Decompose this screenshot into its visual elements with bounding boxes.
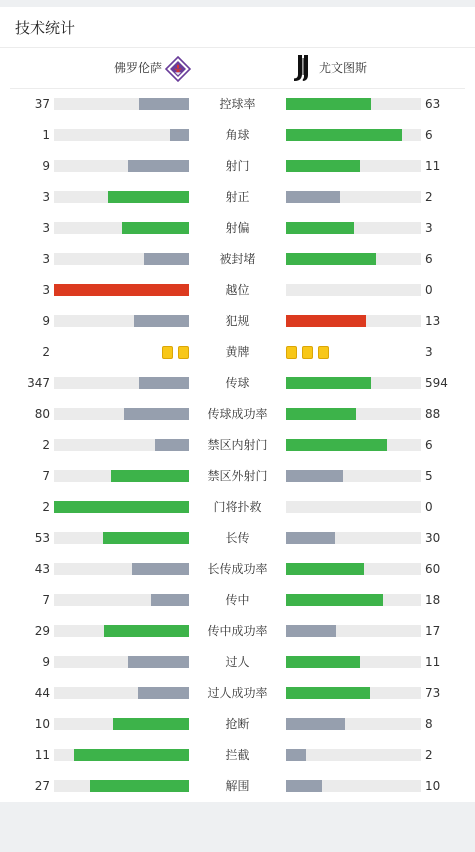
stat-row	[0, 616, 475, 647]
away-stat-value: 6	[425, 128, 433, 142]
home-stat-bar	[54, 749, 189, 761]
away-stat-value: 63	[425, 97, 441, 111]
stat-label: 射偏	[225, 221, 250, 235]
away-stat-bar	[286, 129, 421, 141]
away-stat-bar-fill	[286, 656, 360, 668]
home-stat-bar	[54, 594, 189, 606]
home-stat-bar	[54, 191, 189, 203]
away-stat-value: 30	[425, 531, 441, 545]
away-stat-bar-fill	[286, 718, 345, 730]
stat-label: 被封堵	[219, 252, 256, 266]
home-stat-value: 53	[34, 531, 50, 545]
away-stat-bar-fill	[286, 253, 376, 265]
yellow-card-icon	[178, 346, 189, 359]
stats-card	[0, 7, 475, 802]
home-stat-value: 3	[42, 283, 50, 297]
home-stat-value: 11	[34, 748, 50, 762]
away-stat-bar-fill	[286, 222, 354, 234]
stat-row	[0, 89, 475, 120]
home-stat-bar	[54, 160, 189, 172]
home-stat-bar-fill	[108, 191, 189, 203]
away-yellow-cards	[286, 346, 334, 360]
home-stat-value: 2	[42, 500, 50, 514]
home-stat-bar-fill	[122, 222, 190, 234]
away-stat-bar	[286, 470, 421, 482]
away-stat-bar	[286, 656, 421, 668]
away-stat-value: 10	[425, 779, 441, 793]
home-stat-bar	[54, 625, 189, 637]
home-stat-bar-fill	[90, 780, 189, 792]
away-stat-bar	[286, 532, 421, 544]
home-team-name[interactable]: 佛罗伦萨	[113, 61, 162, 75]
away-stat-bar	[286, 687, 421, 699]
stat-label: 拦截	[225, 748, 250, 762]
away-stat-value: 17	[425, 624, 441, 638]
home-stat-bar-fill	[113, 718, 189, 730]
stat-row	[0, 275, 475, 306]
stat-row	[0, 151, 475, 182]
home-stat-bar-fill	[144, 253, 189, 265]
away-stat-value: 13	[425, 314, 441, 328]
away-stat-value: 0	[425, 500, 433, 514]
home-stat-bar	[54, 532, 189, 544]
home-stat-bar	[54, 687, 189, 699]
home-stat-bar	[54, 563, 189, 575]
home-stat-bar-fill	[139, 377, 189, 389]
stat-row	[0, 771, 475, 802]
away-stat-value: 8	[425, 717, 433, 731]
away-stat-bar	[286, 439, 421, 451]
home-stat-bar-fill	[151, 594, 189, 606]
stat-label: 长传	[225, 531, 250, 545]
stat-row	[0, 213, 475, 244]
home-stat-bar-fill	[128, 656, 189, 668]
home-stat-bar	[54, 501, 189, 513]
stat-row	[0, 461, 475, 492]
stat-label: 犯规	[225, 314, 250, 328]
home-stat-value: 80	[34, 407, 50, 421]
away-team-name[interactable]: 尤文图斯	[319, 61, 368, 75]
away-stat-value: 88	[425, 407, 441, 421]
home-stat-value: 10	[34, 717, 50, 731]
away-stat-value: 5	[425, 469, 433, 483]
home-stat-bar-fill	[74, 749, 189, 761]
stat-label: 抢断	[225, 717, 250, 731]
away-stat-bar-fill	[286, 687, 370, 699]
home-stat-bar	[54, 408, 189, 420]
home-stat-value: 9	[42, 655, 50, 669]
home-stat-value: 9	[42, 314, 50, 328]
stats-list	[0, 89, 475, 802]
away-stat-bar	[286, 563, 421, 575]
away-stat-bar	[286, 408, 421, 420]
home-stat-bar-fill	[54, 501, 189, 513]
home-stat-value: 27	[34, 779, 50, 793]
away-stat-bar	[286, 191, 421, 203]
away-stat-bar	[286, 98, 421, 110]
stat-label: 传中	[225, 593, 250, 607]
stat-row	[0, 182, 475, 213]
away-stat-value: 73	[425, 686, 441, 700]
home-stat-value: 44	[34, 686, 50, 700]
home-stat-value: 29	[34, 624, 50, 638]
stat-label: 射门	[225, 159, 250, 173]
home-stat-bar-fill	[132, 563, 189, 575]
stat-label: 传球	[225, 376, 250, 390]
home-stat-bar-fill	[155, 439, 189, 451]
away-stat-value: 2	[425, 190, 433, 204]
home-stat-bar	[54, 718, 189, 730]
home-stat-bar-fill	[139, 98, 189, 110]
home-stat-bar-fill	[170, 129, 189, 141]
stat-label: 解围	[225, 779, 250, 793]
home-stat-bar	[54, 129, 189, 141]
home-stat-bar	[54, 470, 189, 482]
home-stat-bar	[54, 253, 189, 265]
away-stat-value: 3	[425, 221, 433, 235]
away-stat-value: 3	[425, 345, 433, 359]
away-stat-bar	[286, 718, 421, 730]
away-stat-bar-fill	[286, 625, 336, 637]
home-stat-bar	[54, 656, 189, 668]
away-stat-bar	[286, 625, 421, 637]
yellow-card-icon	[162, 346, 173, 359]
stat-label: 传中成功率	[207, 624, 268, 638]
stat-row	[0, 585, 475, 616]
away-stat-bar-fill	[286, 563, 364, 575]
stat-row	[0, 430, 475, 461]
away-stat-bar	[286, 315, 421, 327]
stat-label: 禁区内射门	[207, 438, 268, 452]
stat-label: 射正	[225, 190, 250, 204]
away-stat-value: 11	[425, 655, 441, 669]
home-stat-bar	[54, 98, 189, 110]
team-header	[10, 48, 465, 89]
away-stat-bar-fill	[286, 191, 340, 203]
away-stat-bar-fill	[286, 160, 360, 172]
away-stat-value: 6	[425, 252, 433, 266]
stat-label: 越位	[225, 283, 250, 297]
away-stat-bar-fill	[286, 470, 343, 482]
stat-row	[0, 306, 475, 337]
home-stat-bar-fill	[104, 625, 189, 637]
stat-row	[0, 337, 475, 368]
yellow-card-icon	[286, 346, 297, 359]
stat-label: 角球	[225, 128, 250, 142]
away-stat-bar-fill	[286, 532, 335, 544]
stat-label: 门将扑救	[213, 500, 262, 514]
home-stat-bar	[54, 377, 189, 389]
home-stat-value: 347	[27, 376, 50, 390]
stat-row	[0, 492, 475, 523]
away-stat-value: 6	[425, 438, 433, 452]
home-stat-value: 3	[42, 190, 50, 204]
away-stat-bar	[286, 160, 421, 172]
home-stat-value: 2	[42, 345, 50, 359]
away-stat-bar-fill	[286, 780, 322, 792]
stat-label: 过人成功率	[207, 686, 268, 700]
away-stat-bar	[286, 222, 421, 234]
away-stat-bar-fill	[286, 377, 371, 389]
home-stat-bar-fill	[134, 315, 189, 327]
away-stat-bar	[286, 594, 421, 606]
stat-row	[0, 523, 475, 554]
home-yellow-cards	[157, 346, 189, 360]
home-stat-value: 7	[42, 593, 50, 607]
home-stat-value: 2	[42, 438, 50, 452]
away-stat-value: 18	[425, 593, 441, 607]
away-stat-bar	[286, 780, 421, 792]
home-stat-value: 43	[34, 562, 50, 576]
away-stat-value: 0	[425, 283, 433, 297]
home-stat-bar	[54, 222, 189, 234]
yellow-card-icon	[302, 346, 313, 359]
stat-row	[0, 368, 475, 399]
stat-label: 过人	[225, 655, 250, 669]
stat-row	[0, 678, 475, 709]
away-stat-bar-fill	[286, 439, 387, 451]
home-stat-value: 1	[42, 128, 50, 142]
home-stat-value: 7	[42, 469, 50, 483]
fiorentina-crest-icon[interactable]	[165, 56, 191, 82]
stat-label: 黄牌	[225, 345, 250, 359]
home-stat-value: 3	[42, 252, 50, 266]
away-stat-bar-fill	[286, 315, 366, 327]
stat-row	[0, 740, 475, 771]
home-stat-value: 9	[42, 159, 50, 173]
juventus-logo-icon[interactable]	[292, 54, 314, 82]
away-stat-bar-fill	[286, 594, 383, 606]
away-stat-bar	[286, 749, 421, 761]
home-stat-bar	[54, 284, 189, 296]
away-stat-bar-fill	[286, 98, 371, 110]
away-stat-value: 11	[425, 159, 441, 173]
home-stat-bar	[54, 439, 189, 451]
home-stat-bar-fill	[54, 284, 189, 296]
stat-row	[0, 120, 475, 151]
home-stat-bar	[54, 315, 189, 327]
away-stat-bar	[286, 377, 421, 389]
away-stat-bar-fill	[286, 129, 402, 141]
stat-row	[0, 399, 475, 430]
away-stat-value: 594	[425, 376, 448, 390]
yellow-card-icon	[318, 346, 329, 359]
home-stat-bar-fill	[124, 408, 189, 420]
home-stat-value: 37	[34, 97, 50, 111]
away-stat-value: 2	[425, 748, 433, 762]
stat-label: 长传成功率	[207, 562, 268, 576]
stat-label: 控球率	[219, 97, 256, 111]
stat-label: 传球成功率	[207, 407, 268, 421]
away-stat-bar	[286, 284, 421, 296]
stat-row	[0, 709, 475, 740]
away-stat-value: 60	[425, 562, 441, 576]
home-stat-bar	[54, 780, 189, 792]
home-stat-bar-fill	[111, 470, 189, 482]
home-stat-bar-fill	[128, 160, 189, 172]
away-stat-bar-fill	[286, 749, 306, 761]
stat-row	[0, 244, 475, 275]
home-stat-value: 3	[42, 221, 50, 235]
away-stat-bar-fill	[286, 408, 356, 420]
home-stat-bar-fill	[138, 687, 189, 699]
away-stat-bar	[286, 501, 421, 513]
stat-row	[0, 647, 475, 678]
page-title: 技术统计	[15, 19, 76, 37]
home-stat-bar-fill	[103, 532, 189, 544]
stat-row	[0, 554, 475, 585]
stat-label: 禁区外射门	[207, 469, 268, 483]
away-stat-bar	[286, 253, 421, 265]
